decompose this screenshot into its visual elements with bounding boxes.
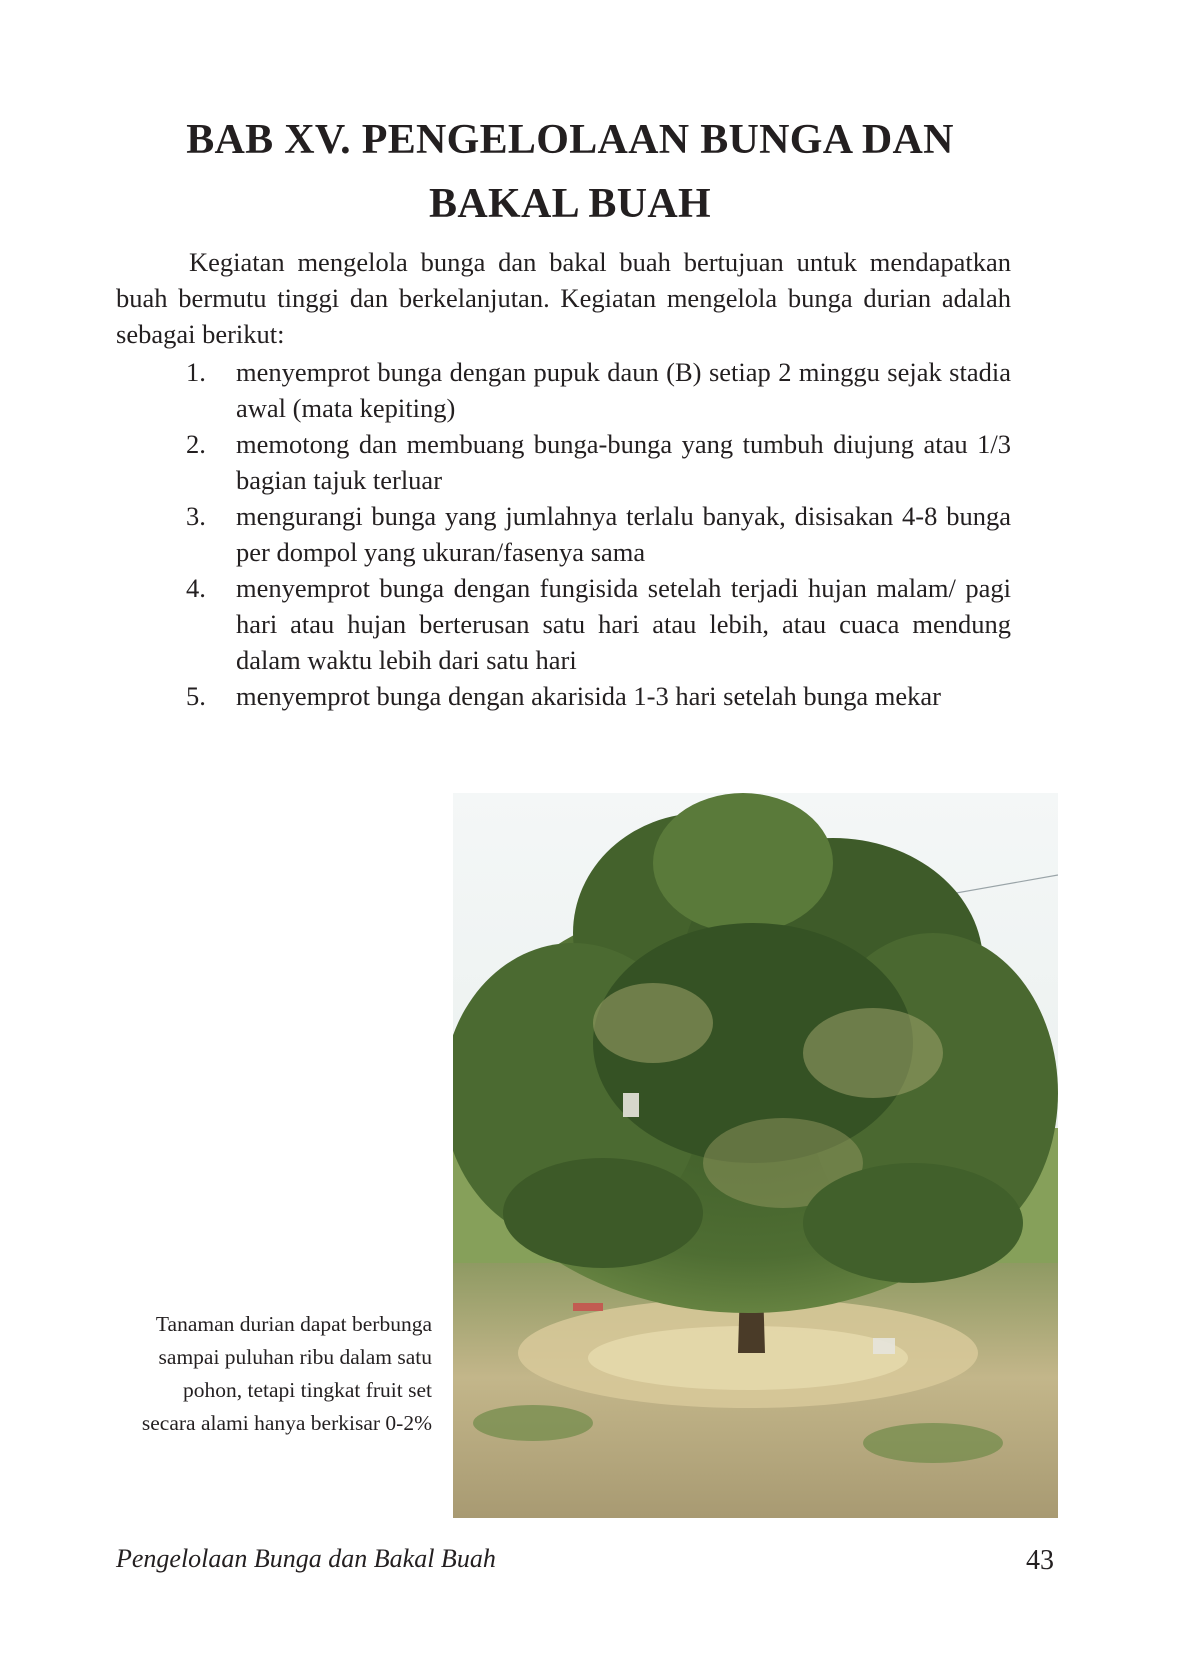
list-item-number: 4.: [186, 573, 206, 603]
step-list: [186, 354, 1011, 714]
chapter-title-line-1: BAB XV. PENGELOLAAN BUNGA DAN: [186, 117, 954, 163]
list-item-text: memotong dan membuang bunga-bunga yang tumbuh diujung atau 1/3 bagian tajuk terluar: [236, 429, 1011, 495]
list-item-number: 5.: [186, 681, 206, 711]
list-item: [186, 498, 1011, 570]
list-item-number: 1.: [186, 357, 206, 387]
list-item-number: 2.: [186, 429, 206, 459]
list-item-number: 3.: [186, 501, 206, 531]
durian-tree-illustration: [453, 793, 1058, 1518]
list-item-text: mengurangi bunga yang jumlahnya terlalu banyak, disisakan 4-8 bunga per dompol yang ukuran/fasenya sama: [236, 501, 1011, 567]
durian-tree-photo: [453, 793, 1058, 1518]
list-item: [186, 426, 1011, 498]
list-item: [186, 354, 1011, 426]
list-item-text: menyemprot bunga dengan akarisida 1-3 hari setelah bunga mekar: [236, 681, 941, 711]
page-number: 43: [1026, 1545, 1054, 1576]
list-item-text: menyemprot bunga dengan fungisida setelah terjadi hujan malam/ pagi hari atau hujan berterusan satu hari atau lebih, atau cuaca mendung dalam waktu lebih dari satu hari: [236, 573, 1011, 675]
intro-paragraph: Kegiatan mengelola bunga dan bakal buah bertujuan untuk mendapatkan buah bermutu tinggi dan berkelanjutan. Kegiatan mengelola bunga durian adalah sebagai berikut:: [116, 247, 1011, 349]
list-item: [186, 678, 1011, 714]
list-item-text: menyemprot bunga dengan pupuk daun (B) setiap 2 minggu sejak stadia awal (mata kepiting): [236, 357, 1011, 423]
list-item: [186, 570, 1011, 678]
chapter-title: [110, 108, 1030, 236]
running-footer-title: Pengelolaan Bunga dan Bakal Buah: [116, 1544, 496, 1573]
chapter-title-line-2: BAKAL BUAH: [429, 181, 711, 227]
figure-caption: Tanaman durian dapat berbunga sampai puluhan ribu dalam satu pohon, tetapi tingkat fruit set secara alami hanya berkisar 0-2%: [141, 1312, 432, 1435]
